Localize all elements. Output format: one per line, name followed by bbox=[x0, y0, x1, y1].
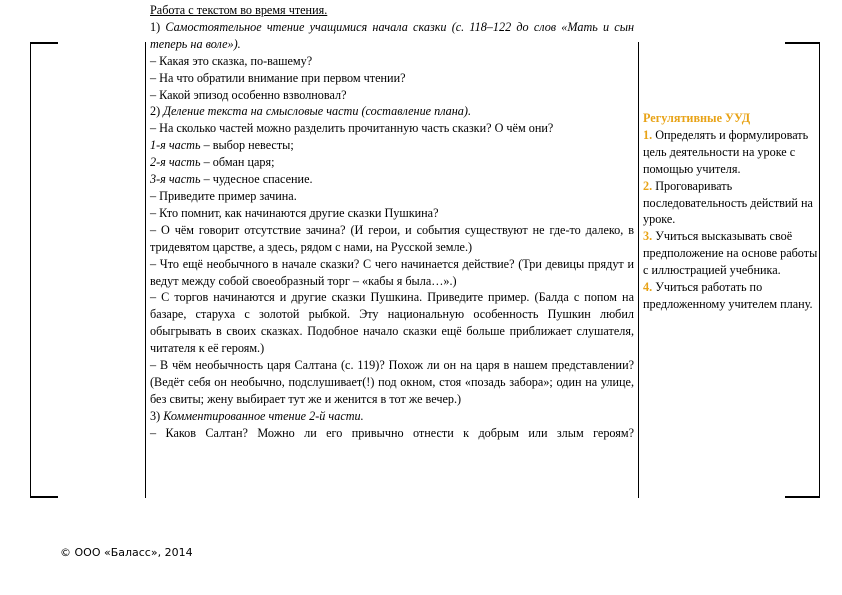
step-title: Деление текста на смысловые части (составление плана). bbox=[163, 104, 472, 119]
lesson-content-cell bbox=[150, 2, 634, 442]
column-divider-left bbox=[30, 42, 31, 498]
uud-item-number: 4. bbox=[643, 280, 653, 295]
table-bottom-border-left bbox=[30, 496, 58, 498]
table-top-border-right bbox=[785, 42, 820, 44]
uud-item-number: 2. bbox=[643, 178, 653, 193]
part-label: 2-я часть bbox=[150, 155, 201, 170]
section-heading: Работа с текстом во время чтения. bbox=[150, 3, 328, 17]
uud-item bbox=[643, 127, 823, 178]
question: – Какой эпизод особенно взволновал? bbox=[150, 87, 347, 102]
table-top-border-left bbox=[30, 42, 58, 44]
part-label: 3-я часть bbox=[150, 172, 201, 187]
part-text: – выбор невесты; bbox=[200, 138, 294, 153]
uud-item bbox=[643, 279, 823, 313]
uud-item bbox=[643, 178, 823, 229]
uud-cell bbox=[643, 110, 823, 313]
column-divider-3 bbox=[638, 42, 639, 498]
uud-title: Регулятивные УУД bbox=[643, 111, 751, 125]
question: – В чём необычность царя Салтана (с. 119)? Похож ли он на царя в нашем представлении? (Ведёт себя он необычно, подслушивает(!) под окном, стоя «позадь забора»; один на улице, без свиты; жену выбирает тут же и женится в тот же вечер.) bbox=[150, 358, 634, 406]
part-text: – обман царя; bbox=[200, 155, 275, 170]
copyright-footer: © ООО «Баласс», 2014 bbox=[60, 546, 193, 559]
step-number: 2) bbox=[150, 104, 164, 119]
question: – Кто помнит, как начинаются другие сказки Пушкина? bbox=[150, 205, 439, 220]
step-number: 3) bbox=[150, 408, 164, 423]
uud-item-number: 3. bbox=[643, 229, 653, 244]
question: – С торгов начинаются и другие сказки Пушкина. Приведите пример. (Балда с попом на базаре, старуха с золотой рыбкой. Эту национальную особенность Пушкин любил обыгрывать в своих сказках. Подобное начало сказки ещё больше приближает слушателя, читателя к её героям.) bbox=[150, 290, 634, 356]
question: – Что ещё необычного в начале сказки? С чего начинается действие? (Три девицы прядут и ведут между собой своеобразный торг – «кабы я была…».) bbox=[150, 256, 634, 288]
part-label: 1-я часть bbox=[150, 138, 201, 153]
question: – О чём говорит отсутствие зачина? (И герои, и события существуют не где-то далеко, в тридевятом царстве, а здесь, рядом с нами, на Русской земле.) bbox=[150, 222, 634, 254]
uud-item-number: 1. bbox=[643, 127, 653, 142]
uud-item bbox=[643, 228, 823, 279]
part-text: – чудесное спасение. bbox=[200, 172, 313, 187]
uud-item-text: Определять и формулировать цель деятельности на уроке с помощью учителя. bbox=[643, 127, 809, 176]
uud-item-text: Учиться работать по предложенному учителем плану. bbox=[643, 280, 813, 311]
question: – Каков Салтан? Можно ли его привычно отнести к добрым или злым героям? bbox=[150, 425, 634, 440]
question: – На что обратили внимание при первом чтении? bbox=[150, 70, 406, 85]
question: – На сколько частей можно разделить прочитанную часть сказки? О чём они? bbox=[150, 121, 554, 136]
uud-item-text: Проговаривать последовательность действий на уроке. bbox=[643, 178, 813, 227]
step-title: Самостоятельное чтение учащимися начала сказки (с. 118–122 до слов «Мать и сын теперь на воле»). bbox=[150, 19, 634, 51]
step-number: 1) bbox=[150, 19, 166, 34]
column-divider-2 bbox=[145, 42, 146, 498]
step-title: Комментированное чтение 2-й части. bbox=[163, 408, 364, 423]
uud-item-text: Учиться высказывать своё предположение на основе работы с иллюстрацией учебника. bbox=[643, 229, 818, 278]
table-bottom-border-right bbox=[785, 496, 820, 498]
question: – Приведите пример зачина. bbox=[150, 188, 297, 203]
question: – Какая это сказка, по-вашему? bbox=[150, 53, 313, 68]
